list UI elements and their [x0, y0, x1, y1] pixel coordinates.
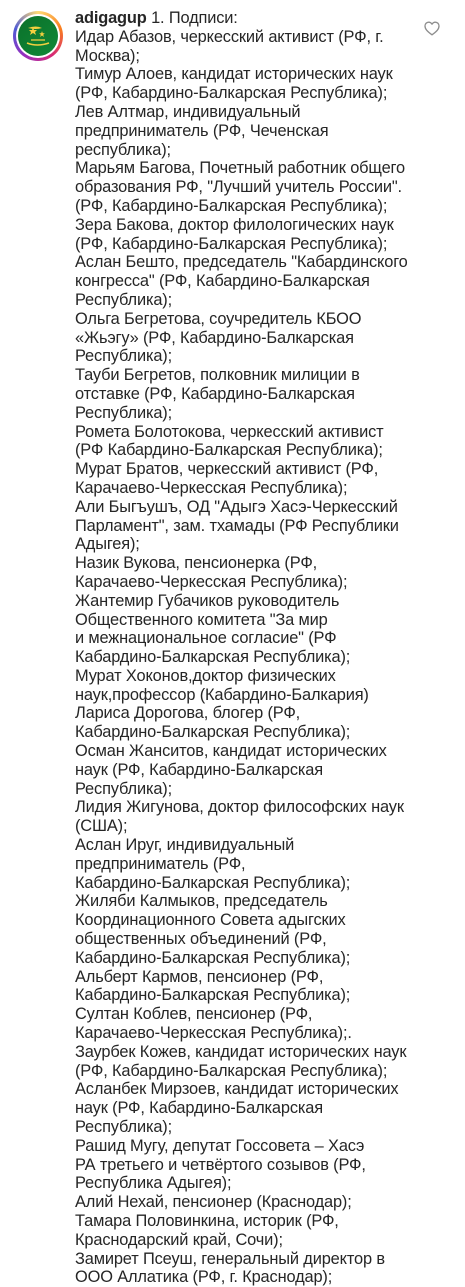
comment-line: республика); [75, 140, 171, 159]
comment-line: Ромета Болотокова, черкесский активист [75, 422, 384, 441]
comment-line: Общественного комитета "За мир [75, 610, 328, 629]
comment-line: Республика); [75, 1118, 173, 1137]
comment-line: Альберт Кармов, пенсионер (РФ, [75, 967, 324, 986]
comment-text [75, 9, 417, 1287]
comment-line: Алий Нехай, пенсионер (Краснодар); [75, 1193, 352, 1212]
comment-line: Краснодарский край, Сочи); [75, 1230, 283, 1249]
comment-line: Лев Алтмар, индивидуальный [75, 102, 301, 121]
comment-line: Республика); [75, 290, 173, 309]
comment-line: наук (РФ, Кабардино-Балкарская [75, 1099, 323, 1118]
comment-line: Назик Вукова, пенсионерка (РФ, [75, 554, 318, 573]
comment-line: Карачаево-Черкесская Республика);. [75, 1024, 352, 1043]
comment-line: Идар Абазов, черкесский активист (РФ, г. [75, 27, 384, 46]
comment-line: Тамара Половинкина, историк (РФ, [75, 1212, 339, 1230]
comment-line: Парламент", зам. тхамады (РФ Республики [75, 516, 399, 535]
comment-line: Мурат Хоконов,доктор физических [75, 666, 336, 685]
heart-outline-icon[interactable] [424, 21, 440, 36]
comment-line: Марьям Багова, Почетный работник общего [75, 159, 405, 178]
comment-line: Карачаево-Черкесская Республика); [75, 572, 348, 591]
green-flag-avatar-icon [18, 16, 58, 56]
comment-line: Асланбек Мирзоев, кандидат исторических [75, 1080, 399, 1099]
comment-line: Заурбек Кожев, кандидат исторических наук [75, 1042, 407, 1061]
comment-line: Мурат Братов, черкесский активист (РФ, [75, 460, 379, 479]
comment-line: Кабардино-Балкарская Республика); [75, 986, 351, 1005]
comment-line: Аслан Бешто, председатель "Кабардинского [75, 253, 408, 272]
comment-line: Республика); [75, 779, 173, 798]
comment-line: наук (РФ, Кабардино-Балкарская [75, 760, 323, 779]
comment-line: Жиляби Калмыков, председатель [75, 892, 328, 911]
comment-line: Зера Бакова, доктор филологических наук [75, 215, 394, 234]
comment-line: Лидия Жигунова, доктор философских наук [75, 798, 404, 817]
comment-line: Ольга Бегретова, соучредитель КБОО [75, 309, 362, 328]
comment-heading: 1. Подписи: [151, 9, 238, 27]
comment-line: (РФ, Кабардино-Балкарская Республика); [75, 196, 388, 215]
comment-line: Тимур Алоев, кандидат исторических наук [75, 65, 393, 84]
comment-line: Рашид Мугу, депутат Госсовета – Хасэ [75, 1136, 365, 1155]
comment-line: Республика Адыгея); [75, 1174, 232, 1193]
comment-line: общественных объединений (РФ, [75, 930, 327, 949]
comment-line: наук,профессор (Кабардино-Балкария) [75, 685, 369, 704]
comment-line: Осман Жанситов, кандидат исторических [75, 742, 387, 761]
comment-line: образования РФ, "Лучший учитель России". [75, 178, 402, 197]
comment-line: Лариса Дорогова, блогер (РФ, [75, 704, 301, 723]
comment-line: Республика); [75, 403, 173, 422]
comment-line: Кабардино-Балкарская Республика); [75, 873, 351, 892]
comment-line: Карачаево-Черкесская Республика); [75, 478, 348, 497]
comment-line: и межнациональное согласие" (РФ [75, 629, 337, 648]
comment-line: Тауби Бегретов, полковник милиции в [75, 366, 360, 385]
comment-line: Москва); [75, 46, 140, 65]
comment-first-line [75, 9, 417, 28]
comment-line: предприниматель (РФ, [75, 854, 246, 873]
comment-line: конгресса" (РФ, Кабардино-Балкарская [75, 272, 370, 291]
comment-line: «Жьэгу» (РФ, Кабардино-Балкарская [75, 328, 354, 347]
comment-line: Али Быгъушъ, ОД "Адыгэ Хасэ-Черкесский [75, 497, 398, 516]
username-link[interactable]: adigagup [75, 9, 147, 27]
comment-line: Султан Коблев, пенсионер (РФ, [75, 1005, 313, 1024]
comment-line: Кабардино-Балкарская Республика); [75, 723, 351, 742]
comment-line: (США); [75, 817, 128, 836]
comment-line: ООО Аллатика (РФ, г. Краснодар); [75, 1268, 333, 1287]
comment-line: Аслан Ируг, индивидуальный [75, 836, 295, 855]
comment-line: (РФ Кабардино-Балкарская Республика); [75, 441, 383, 460]
comment-line: РА третьего и четвёртого созывов (РФ, [75, 1155, 366, 1174]
comment-line: (РФ, Кабардино-Балкарская Республика); [75, 84, 388, 103]
comment-line: Кабардино-Балкарская Республика); [75, 648, 351, 667]
comment-line: (РФ, Кабардино-Балкарская Республика); [75, 1061, 388, 1080]
comment-line: Республика); [75, 347, 173, 366]
comment-line: Кабардино-Балкарская Республика); [75, 948, 351, 967]
comment-line: предприниматель (РФ, Чеченская [75, 121, 329, 140]
comment-line: (РФ, Кабардино-Балкарская Республика); [75, 234, 388, 253]
comment-line: Координационного Совета адыгских [75, 911, 346, 930]
comment-line: Жантемир Губачиков руководитель [75, 591, 340, 610]
comment-line: отставке (РФ, Кабардино-Балкарская [75, 384, 355, 403]
avatar[interactable] [13, 11, 63, 61]
comment-line: Замирет Псеуш, генеральный директор в [75, 1249, 385, 1268]
comment-line: Адыгея); [75, 535, 140, 554]
